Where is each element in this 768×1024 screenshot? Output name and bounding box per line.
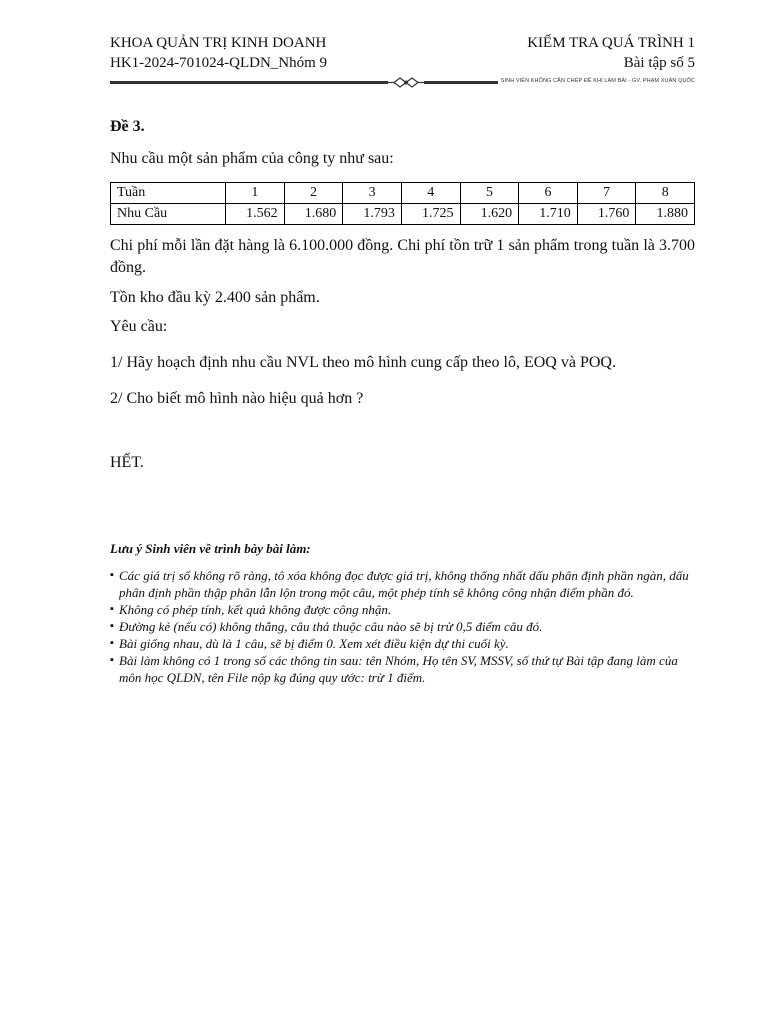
rule-line-left [110,81,388,84]
table-cell-demand: 1.760 [577,204,636,225]
table-cell-week: 1 [226,183,285,204]
table-row-demand [111,204,695,225]
table-cell-week: 6 [519,183,578,204]
table-cell-demand: 1.710 [519,204,578,225]
table-cell-week: 4 [401,183,460,204]
rule-note: SINH VIÊN KHÔNG CẦN CHÉP ĐỀ KHI LÀM BÀI - GV. PHẠM XUÂN QUỐC [500,78,695,84]
exercise-number: Bài tập số 5 [623,55,695,71]
list-item: ▪ Bài làm không có 1 trong số các thông tin sau: tên Nhóm, Họ tên SV, MSSV, số thứ tự Bài tập đang làm của môn học QLDN, tên File nộp kg đúng quy ước: trừ 1 điểm. [110,652,695,686]
exam-title: KIỂM TRA QUÁ TRÌNH 1 [527,35,695,51]
header-row-2 [110,53,695,73]
table-cell-demand: 1.725 [401,204,460,225]
rule-ornament-icon [384,77,428,89]
table-cell-week: 2 [284,183,343,204]
table-cell-demand: 1.620 [460,204,519,225]
table-cell-demand: 1.793 [343,204,402,225]
notes-list [110,567,695,686]
course-group-code: HK1-2024-701024-QLDN_Nhóm 9 [110,55,328,71]
header-row-1 [110,33,695,53]
list-item: ▪ Các giá trị số không rõ ràng, tô xóa không đọc được giá trị, không thống nhất dấu phân định phần ngàn, dấu phân định phần thập phân lẫn lộn trong một câu, một phép tính sẽ không công nhận điểm phần đó. [110,567,695,601]
list-item: ▪ Đường kẻ (nếu có) không thẳng, câu thả thuộc câu nào sẽ bị trừ 0,5 điểm câu đó. [110,618,695,635]
list-item: ▪ Bài giống nhau, dù là 1 câu, sẽ bị điểm 0. Xem xét điều kiện dự thi cuối kỳ. [110,635,695,652]
cost-paragraph: Chi phí mỗi lần đặt hàng là 6.100.000 đồng. Chi phí tồn trữ 1 sản phẩm trong tuần là 3.700 đồng. [110,237,695,276]
table-cell-week: 7 [577,183,636,204]
notes-title: Lưu ý Sinh viên về trình bày bài làm: [110,541,311,556]
student-notes [110,540,695,686]
requirement-label: Yêu cầu: [110,318,168,335]
page-header [110,33,695,73]
exercise-title: Đề 3. [110,118,145,135]
header-rule [110,77,695,89]
table-cell-week: 3 [343,183,402,204]
table-row-weeks [111,183,695,204]
table-cell-label: Nhu Cầu [111,204,226,225]
table-cell-demand: 1.880 [636,204,695,225]
question-1: 1/ Hãy hoạch định nhu cầu NVL theo mô hình cung cấp theo lô, EOQ và POQ. [110,354,616,371]
end-mark: HẾT. [110,454,144,471]
demand-table [110,182,695,225]
table-cell-demand: 1.562 [226,204,285,225]
rule-line-right [424,81,498,84]
list-item: ▪ Không có phép tính, kết quả không được công nhận. [110,601,695,618]
table-cell-demand: 1.680 [284,204,343,225]
question-2: 2/ Cho biết mô hình nào hiệu quả hơn ? [110,390,364,407]
faculty-name: KHOA QUẢN TRỊ KINH DOANH [110,35,327,51]
table-cell-week: 8 [636,183,695,204]
inventory-paragraph: Tồn kho đầu kỳ 2.400 sản phẩm. [110,289,320,306]
table-cell-week: 5 [460,183,519,204]
exercise-content [110,116,695,474]
exercise-intro: Nhu cầu một sản phẩm của công ty như sau: [110,150,394,167]
table-cell-label: Tuần [111,183,226,204]
